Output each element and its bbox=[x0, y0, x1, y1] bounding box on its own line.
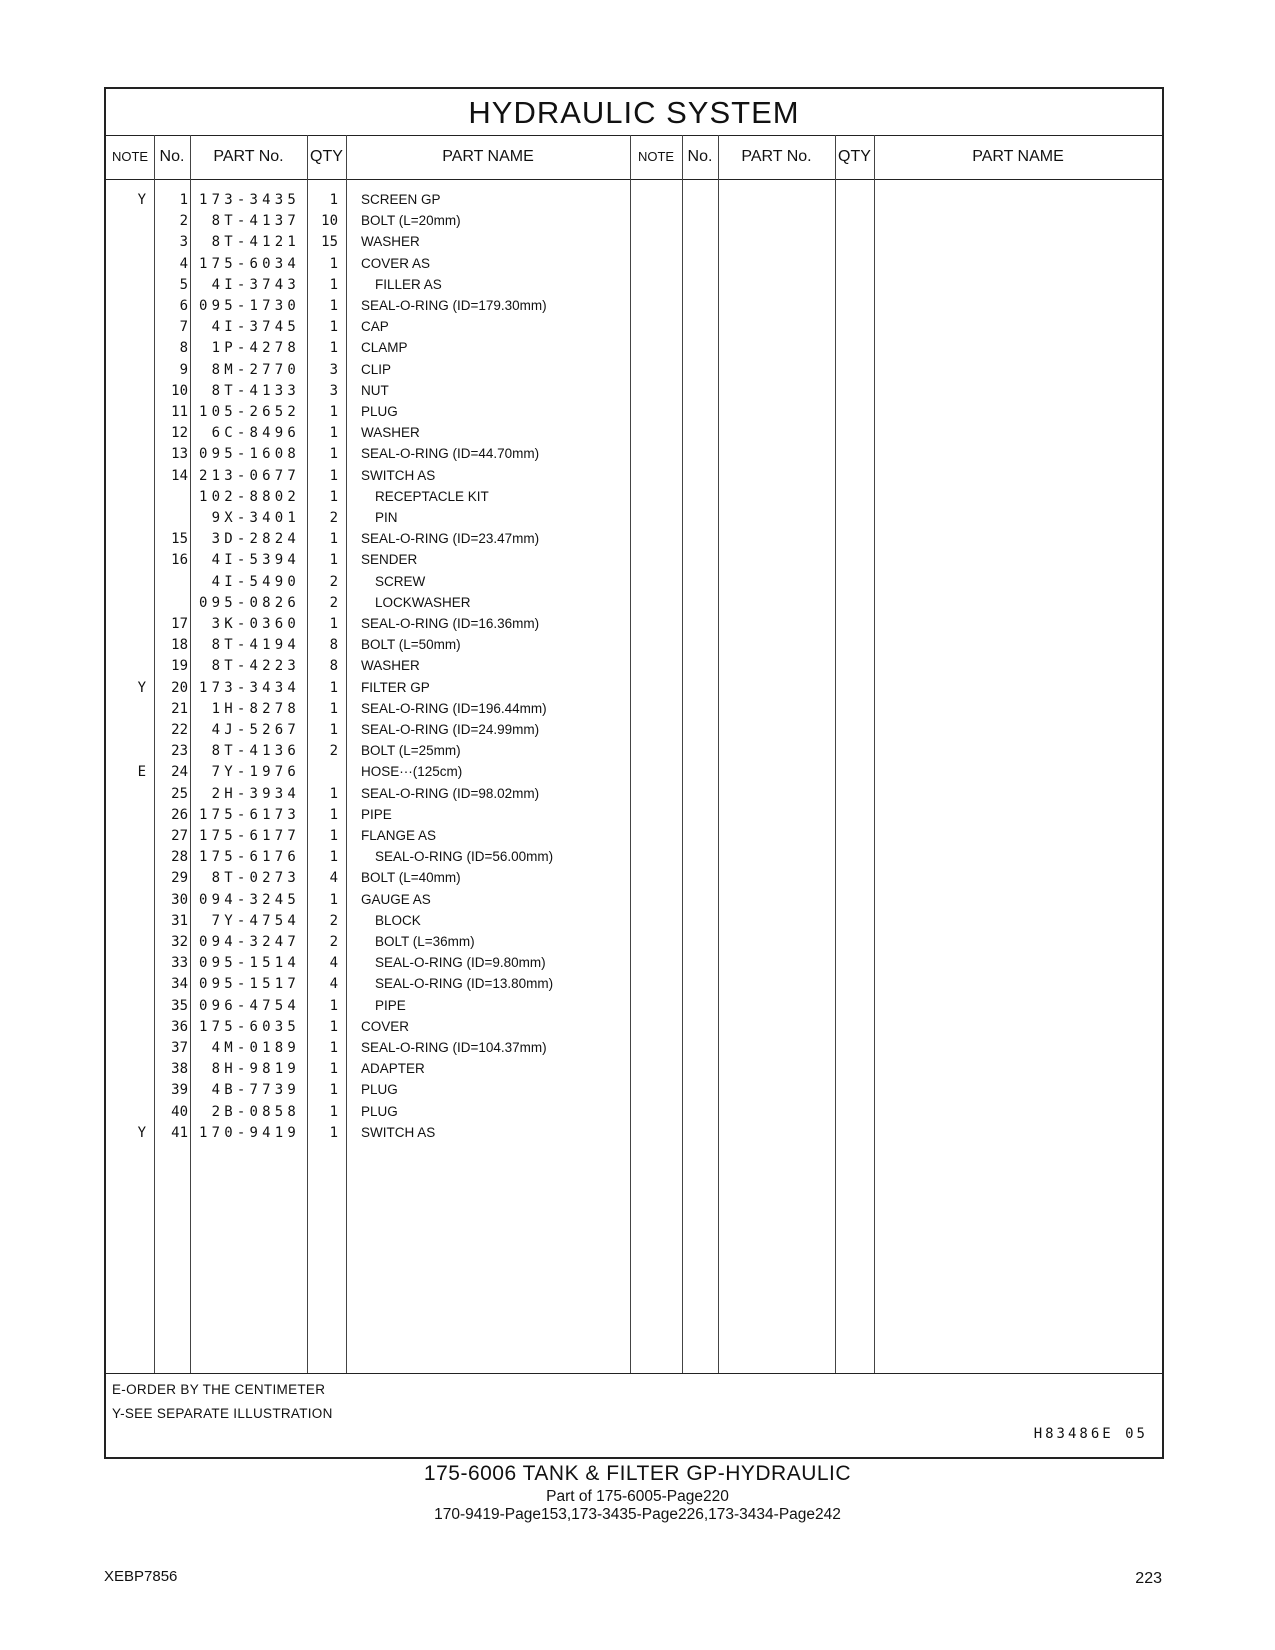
row-qty: 2 bbox=[329, 573, 338, 590]
row-part-name: WASHER bbox=[361, 658, 420, 674]
row-part-name: PIPE bbox=[361, 806, 392, 822]
row-part-name: RECEPTACLE KIT bbox=[375, 488, 489, 504]
row-part-name: WASHER bbox=[361, 234, 420, 250]
row-number: 12 bbox=[171, 425, 188, 442]
row-part-no: 4I-5490 bbox=[211, 573, 300, 590]
row-qty: 1 bbox=[329, 340, 338, 357]
row-qty: 1 bbox=[329, 488, 338, 505]
header-qty: QTY bbox=[310, 148, 343, 165]
row-qty: 4 bbox=[329, 870, 338, 887]
row-qty: 1 bbox=[329, 276, 338, 293]
row-qty: 1 bbox=[329, 616, 338, 632]
row-part-no: 8T-4121 bbox=[211, 234, 300, 251]
row-part-no: 2B-0858 bbox=[211, 1103, 300, 1120]
row-part-no: 8T-4136 bbox=[211, 743, 300, 760]
row-qty: 1 bbox=[329, 1103, 338, 1120]
row-part-name: NUT bbox=[361, 382, 389, 398]
row-part-no: 8T-4223 bbox=[211, 658, 300, 675]
row-part-name: BOLT (L=20mm) bbox=[361, 213, 461, 229]
row-qty: 1 bbox=[329, 722, 338, 738]
divider bbox=[835, 135, 836, 1373]
row-qty: 10 bbox=[321, 213, 338, 230]
row-number: 39 bbox=[171, 1082, 188, 1099]
row-part-name: BOLT (L=25mm) bbox=[361, 743, 461, 759]
row-number: 27 bbox=[171, 828, 188, 844]
row-part-name: PLUG bbox=[361, 404, 398, 419]
row-number: 1 bbox=[179, 192, 188, 208]
row-part-name: SENDER bbox=[361, 552, 418, 568]
row-number: 28 bbox=[171, 849, 188, 866]
row-part-name: SEAL-O-RING (ID=196.44mm) bbox=[361, 700, 547, 716]
row-part-name: SEAL-O-RING (ID=98.02mm) bbox=[361, 785, 540, 801]
group-parent: Part of 175-6005-Page220 bbox=[546, 1488, 729, 1505]
row-part-no: 175-6173 bbox=[198, 806, 300, 823]
row-part-name: SEAL-O-RING (ID=9.80mm) bbox=[375, 955, 546, 971]
row-qty: 15 bbox=[321, 234, 338, 251]
row-part-name: COVER bbox=[361, 1018, 410, 1034]
row-part-name: SCREEN GP bbox=[361, 192, 441, 207]
row-part-name: GAUGE AS bbox=[361, 891, 431, 907]
row-qty: 1 bbox=[329, 997, 338, 1014]
row-part-no: 095-1514 bbox=[198, 955, 300, 972]
row-number: 6 bbox=[179, 298, 188, 314]
row-qty: 1 bbox=[329, 1040, 338, 1056]
page-title: HYDRAULIC SYSTEM bbox=[106, 89, 1162, 136]
row-part-no: 4I-3745 bbox=[211, 319, 300, 336]
row-part-no: 175-6176 bbox=[198, 849, 300, 866]
row-number: 37 bbox=[171, 1040, 188, 1056]
row-part-name: SWITCH AS bbox=[361, 1124, 436, 1140]
header-note: NOTE bbox=[111, 149, 149, 164]
row-part-name: COVER AS bbox=[361, 255, 431, 271]
row-note: Y bbox=[137, 679, 146, 696]
header-qty-right: QTY bbox=[838, 148, 871, 165]
row-qty: 1 bbox=[329, 446, 338, 463]
row-part-no: 8H-9819 bbox=[211, 1061, 300, 1078]
header-note-right: NOTE bbox=[637, 149, 675, 164]
header-part-name-right: PART NAME bbox=[972, 148, 1064, 165]
header-no: No. bbox=[159, 148, 185, 165]
row-part-no: 2H-3934 bbox=[211, 785, 300, 802]
row-number: 11 bbox=[171, 404, 188, 420]
row-number: 5 bbox=[179, 276, 188, 293]
row-part-no: 4J-5267 bbox=[211, 722, 300, 738]
row-qty: 1 bbox=[329, 849, 338, 866]
row-number: 35 bbox=[171, 997, 188, 1014]
row-part-no: 095-1517 bbox=[198, 976, 300, 993]
row-part-no: 8M-2770 bbox=[211, 361, 300, 378]
row-part-no: 4M-0189 bbox=[211, 1040, 300, 1056]
row-qty: 1 bbox=[329, 785, 338, 802]
row-number: 2 bbox=[179, 213, 188, 230]
row-qty: 1 bbox=[329, 298, 338, 314]
row-number: 14 bbox=[171, 467, 188, 484]
row-part-no: 094-3245 bbox=[198, 891, 300, 908]
row-qty: 1 bbox=[329, 531, 338, 548]
row-part-name: WASHER bbox=[361, 425, 420, 441]
row-number: 13 bbox=[171, 446, 188, 463]
row-number: 40 bbox=[171, 1103, 188, 1120]
row-qty: 1 bbox=[329, 806, 338, 823]
row-part-no: 213-0677 bbox=[198, 467, 300, 484]
row-part-name: SEAL-O-RING (ID=16.36mm) bbox=[361, 616, 540, 631]
row-qty: 2 bbox=[329, 912, 338, 929]
row-qty: 1 bbox=[329, 404, 338, 420]
row-qty: 3 bbox=[329, 361, 338, 378]
row-number: 38 bbox=[171, 1061, 188, 1078]
row-part-no: 6C-8496 bbox=[211, 425, 300, 442]
row-qty: 1 bbox=[329, 828, 338, 844]
row-qty: 8 bbox=[329, 658, 338, 675]
row-number: 20 bbox=[171, 679, 188, 696]
row-part-no: 8T-4194 bbox=[211, 637, 300, 654]
row-qty: 8 bbox=[329, 637, 338, 654]
parts-table-frame bbox=[104, 87, 1164, 1459]
row-part-name: CLIP bbox=[361, 361, 392, 377]
document-id: XEBP7856 bbox=[104, 1568, 178, 1585]
row-qty: 1 bbox=[329, 679, 338, 696]
row-qty: 2 bbox=[329, 934, 338, 950]
header-part-no: PART No. bbox=[213, 148, 284, 165]
footnote-divider bbox=[106, 1373, 1162, 1374]
row-part-name: SEAL-O-RING (ID=56.00mm) bbox=[375, 849, 554, 865]
row-number: 24 bbox=[171, 764, 188, 781]
row-part-name: SWITCH AS bbox=[361, 467, 436, 483]
header-part-name: PART NAME bbox=[442, 148, 534, 165]
header-part-no-right: PART No. bbox=[741, 148, 812, 165]
row-part-name: PIPE bbox=[375, 997, 406, 1013]
row-number: 34 bbox=[171, 976, 188, 993]
row-qty: 2 bbox=[329, 743, 338, 760]
row-qty: 1 bbox=[329, 1018, 338, 1035]
row-qty: 1 bbox=[329, 319, 338, 336]
divider bbox=[346, 135, 347, 1373]
row-part-name: SEAL-O-RING (ID=24.99mm) bbox=[361, 722, 540, 737]
row-qty: 1 bbox=[329, 1124, 338, 1141]
row-number: 16 bbox=[171, 552, 188, 569]
row-part-no: 175-6034 bbox=[198, 255, 300, 272]
row-qty: 4 bbox=[329, 955, 338, 972]
row-number: 7 bbox=[179, 319, 188, 336]
row-part-no: 8T-4133 bbox=[211, 382, 300, 399]
row-qty: 1 bbox=[329, 192, 338, 208]
row-number: 15 bbox=[171, 531, 188, 548]
row-part-name: FILLER AS bbox=[375, 276, 442, 292]
row-part-no: 7Y-4754 bbox=[211, 912, 300, 929]
row-part-no: 095-1730 bbox=[198, 298, 300, 314]
row-part-name: HOSE···(125cm) bbox=[361, 764, 463, 780]
footnote-y: Y-SEE SEPARATE ILLUSTRATION bbox=[112, 1406, 333, 1421]
row-part-no: 105-2652 bbox=[198, 404, 300, 420]
row-part-no: 9X-3401 bbox=[211, 510, 300, 526]
row-part-name: SEAL-O-RING (ID=44.70mm) bbox=[361, 446, 540, 462]
row-part-name: BOLT (L=40mm) bbox=[361, 870, 461, 886]
row-qty: 2 bbox=[329, 510, 338, 526]
divider bbox=[874, 135, 875, 1373]
row-part-no: 102-8802 bbox=[198, 488, 300, 505]
row-part-no: 1H-8278 bbox=[211, 700, 300, 717]
row-number: 17 bbox=[171, 616, 188, 632]
row-part-no: 3K-0360 bbox=[211, 616, 300, 632]
row-part-name: PLUG bbox=[361, 1082, 398, 1098]
row-part-name: PLUG bbox=[361, 1103, 398, 1119]
row-qty: 1 bbox=[329, 891, 338, 908]
row-part-no: 4I-3743 bbox=[211, 276, 300, 293]
row-number: 30 bbox=[171, 891, 188, 908]
divider bbox=[154, 135, 155, 1373]
row-part-no: 175-6177 bbox=[198, 828, 300, 844]
row-part-name: BOLT (L=36mm) bbox=[375, 934, 475, 949]
row-qty: 1 bbox=[329, 1082, 338, 1099]
row-part-name: CAP bbox=[361, 319, 389, 335]
row-part-no: 096-4754 bbox=[198, 997, 300, 1014]
row-part-name: PIN bbox=[375, 510, 398, 525]
row-part-name: BOLT (L=50mm) bbox=[361, 637, 461, 653]
row-part-name: SEAL-O-RING (ID=23.47mm) bbox=[361, 531, 540, 547]
row-number: 31 bbox=[171, 912, 188, 929]
row-part-name: CLAMP bbox=[361, 340, 408, 356]
row-part-name: SCREW bbox=[375, 573, 426, 589]
row-number: 33 bbox=[171, 955, 188, 972]
row-part-no: 7Y-1976 bbox=[211, 764, 300, 781]
row-note: E bbox=[137, 764, 146, 781]
row-part-name: SEAL-O-RING (ID=13.80mm) bbox=[375, 976, 554, 992]
row-part-no: 4I-5394 bbox=[211, 552, 300, 569]
row-part-no: 095-0826 bbox=[198, 594, 300, 611]
row-number: 26 bbox=[171, 806, 188, 823]
row-part-name: BLOCK bbox=[375, 912, 421, 928]
header-no-right: No. bbox=[687, 148, 713, 165]
row-qty: 1 bbox=[329, 255, 338, 272]
row-qty: 3 bbox=[329, 382, 338, 399]
row-part-name: ADAPTER bbox=[361, 1061, 425, 1077]
row-number: 21 bbox=[171, 700, 188, 717]
row-number: 32 bbox=[171, 934, 188, 950]
reference-code: H83486E 05 bbox=[1033, 1426, 1148, 1442]
footnote-e: E-ORDER BY THE CENTIMETER bbox=[112, 1382, 326, 1397]
row-part-name: SEAL-O-RING (ID=179.30mm) bbox=[361, 298, 547, 313]
row-qty: 1 bbox=[329, 552, 338, 569]
group-references: 170-9419-Page153,173-3435-Page226,173-3434-Page242 bbox=[434, 1506, 841, 1523]
row-part-no: 173-3435 bbox=[198, 192, 300, 208]
row-number: 18 bbox=[171, 637, 188, 654]
row-qty: 1 bbox=[329, 700, 338, 717]
divider bbox=[682, 135, 683, 1373]
row-qty: 1 bbox=[329, 425, 338, 442]
row-part-no: 175-6035 bbox=[198, 1018, 300, 1035]
row-part-no: 3D-2824 bbox=[211, 531, 300, 548]
row-number: 22 bbox=[171, 722, 188, 738]
row-part-no: 095-1608 bbox=[198, 446, 300, 463]
row-part-name: LOCKWASHER bbox=[375, 594, 471, 610]
row-number: 3 bbox=[179, 234, 188, 251]
group-title: 175-6006 TANK & FILTER GP-HYDRAULIC bbox=[423, 1462, 852, 1485]
row-number: 29 bbox=[171, 870, 188, 887]
row-number: 9 bbox=[179, 361, 188, 378]
row-number: 41 bbox=[171, 1124, 188, 1141]
row-part-name: SEAL-O-RING (ID=104.37mm) bbox=[361, 1040, 547, 1055]
row-qty: 1 bbox=[329, 1061, 338, 1078]
row-number: 4 bbox=[179, 255, 188, 272]
row-part-no: 170-9419 bbox=[198, 1124, 300, 1141]
row-number: 36 bbox=[171, 1018, 188, 1035]
row-note: Y bbox=[137, 1124, 146, 1141]
row-number: 19 bbox=[171, 658, 188, 675]
row-part-name: FILTER GP bbox=[361, 679, 430, 695]
page-number: 223 bbox=[1135, 1570, 1162, 1587]
row-part-no: 8T-0273 bbox=[211, 870, 300, 887]
row-part-no: 1P-4278 bbox=[211, 340, 300, 357]
row-qty: 1 bbox=[329, 467, 338, 484]
row-qty: 2 bbox=[329, 594, 338, 611]
row-part-no: 173-3434 bbox=[198, 679, 300, 696]
row-part-no: 4B-7739 bbox=[211, 1082, 300, 1099]
row-number: 10 bbox=[171, 382, 188, 399]
row-number: 8 bbox=[179, 340, 188, 357]
divider bbox=[190, 135, 191, 1373]
row-part-no: 8T-4137 bbox=[211, 213, 300, 230]
row-number: 25 bbox=[171, 785, 188, 802]
row-part-name: FLANGE AS bbox=[361, 828, 437, 843]
row-qty: 4 bbox=[329, 976, 338, 993]
row-note: Y bbox=[137, 192, 146, 208]
row-part-no: 094-3247 bbox=[198, 934, 300, 950]
row-number: 23 bbox=[171, 743, 188, 760]
divider bbox=[718, 135, 719, 1373]
